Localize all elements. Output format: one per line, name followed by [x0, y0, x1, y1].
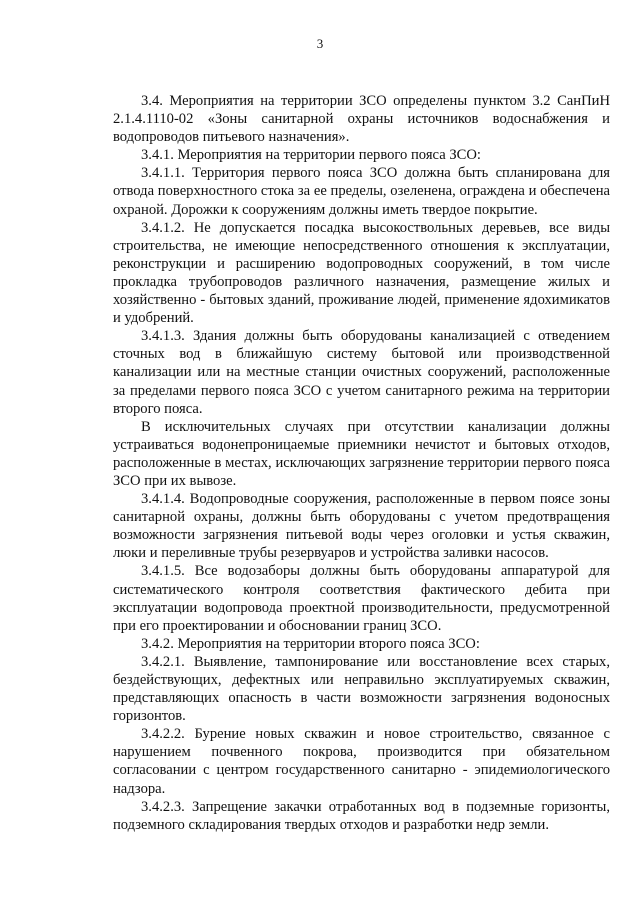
paragraph-3-4-1-5: 3.4.1.5. Все водозаборы должны быть оборудованы аппаратурой для систематического контроля соответствия фактического дебита при эксплуатации водопровода проектной производительности, предусмотренной при его проектировании и обосновании границ ЗСО.: [113, 563, 610, 634]
document-body: [113, 92, 610, 834]
paragraph-3-4-2: 3.4.2. Мероприятия на территории второго пояса ЗСО:: [141, 635, 480, 652]
paragraph-3-4-2-2: 3.4.2.2. Бурение новых скважин и новое строительство, связанное с нарушением почвенного покрова, производится при обязательном согласовании с центром государственного санитарно - эпидемиологического надзора.: [113, 726, 610, 797]
paragraph-3-4-1: 3.4.1. Мероприятия на территории первого пояса ЗСО:: [141, 147, 481, 164]
paragraph-exceptional-cases: В исключительных случаях при отсутствии канализации должны устраиваться водонепроницаемые приемники нечистот и бытовых отходов, расположенные в местах, исключающих загрязнение территории первого пояса ЗСО при их вывозе.: [113, 418, 610, 489]
paragraph-3-4-2-1: 3.4.2.1. Выявление, тампонирование или восстановление всех старых, бездействующих, дефектных или неправильно эксплуатируемых скважин, представляющих опасность в части возможности загрязнения водоносных горизонтов.: [113, 653, 610, 725]
paragraph-3-4: 3.4. Мероприятия на территории ЗСО определены пунктом 3.2 СанПиН 2.1.4.1110-02 «Зоны санитарной охраны источников водоснабжения и водопроводов питьевого назначения».: [113, 93, 610, 146]
page-number: 3: [316, 36, 324, 51]
paragraph-3-4-1-4: 3.4.1.4. Водопроводные сооружения, расположенные в первом поясе зоны санитарной охраны, должны быть оборудованы с учетом предотвращения возможности загрязнения питьевой воды через оголовки и устья скважин, люки и переливные трубы резервуаров и устройства заливки насосов.: [113, 491, 610, 562]
paragraph-3-4-1-1: 3.4.1.1. Территория первого пояса ЗСО должна быть спланирована для отвода поверхностного стока за ее пределы, озеленена, ограждена и обеспечена охраной. Дорожки к сооружениям должны иметь твердое покрытие.: [113, 165, 610, 218]
paragraph-3-4-1-3: 3.4.1.3. Здания должны быть оборудованы канализацией с отведением сточных вод в ближайшую систему бытовой или производственной канализации или на местные станции очистных сооружений, расположенные за пределами первого пояса ЗСО с учетом санитарного режима на территории второго пояса.: [113, 328, 610, 417]
paragraph-3-4-1-2: 3.4.1.2. Не допускается посадка высокоствольных деревьев, все виды строительства, не имеющие непосредственного отношения к эксплуатации, реконструкции и расширению водопроводных сооружений, в том числе прокладка трубопроводов различного назначения, размещение жилых и хозяйственно - бытовых зданий, проживание людей, применение ядохимикатов и удобрений.: [113, 219, 610, 327]
paragraph-3-4-2-3: 3.4.2.3. Запрещение закачки отработанных вод в подземные горизонты, подземного складирования твердых отходов и разработки недр земли.: [113, 798, 610, 833]
